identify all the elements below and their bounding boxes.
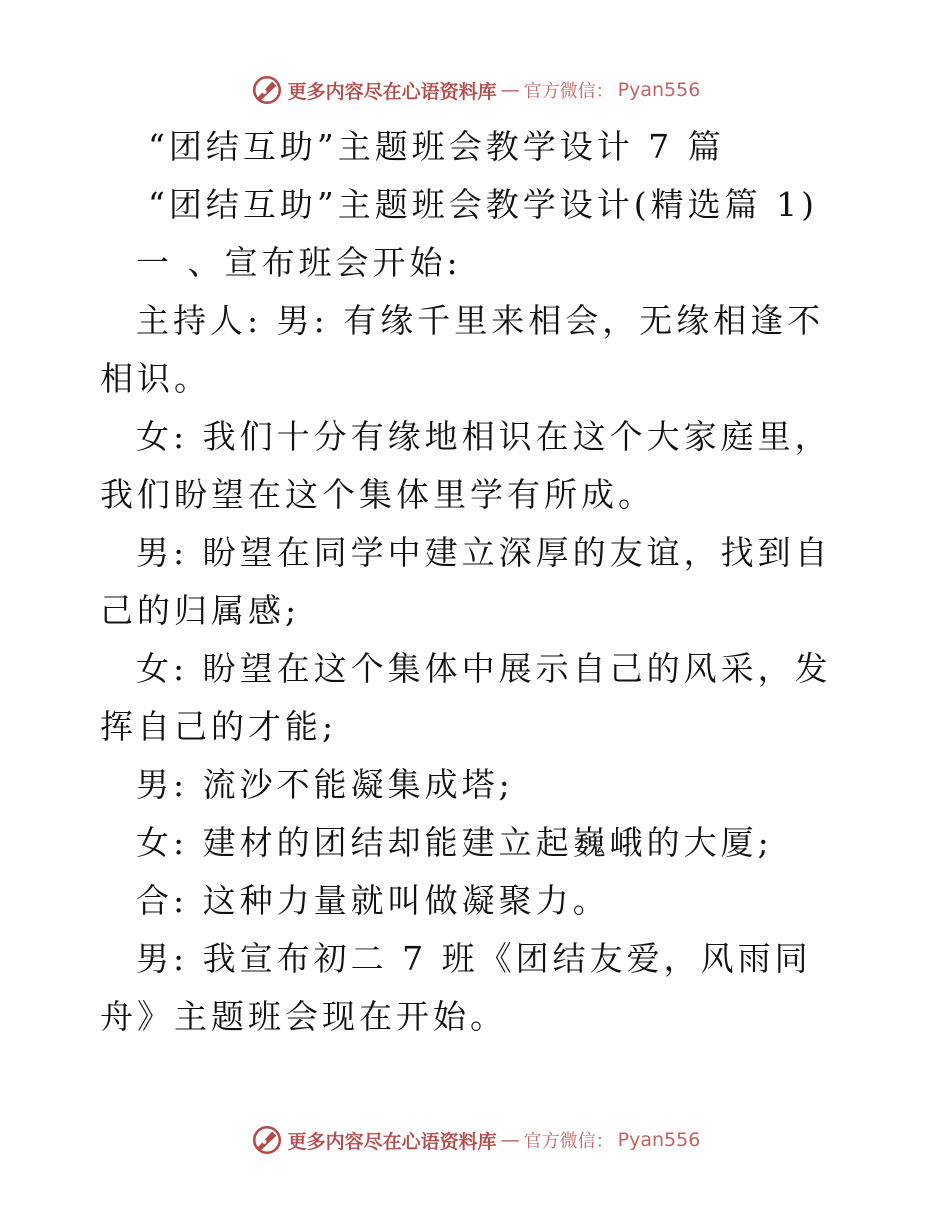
watermark-separator: — [500,79,520,101]
watermark-wechat-label: 官方微信： [523,1131,614,1152]
paragraph-3: 女: 我们十分有缘地相识在这个大家庭里，我们盼望在这个集体里学有所成。 [100,417,832,514]
watermark-banner-bottom [0,1118,950,1162]
document-body [100,118,860,1046]
pen-nib-logo-icon [250,73,284,107]
paragraph-2: 主持人: 男: 有缘千里来相会，无缘相逢不相识。 [100,301,825,398]
watermark-text: 更多内容尽在心语资料库 [287,1130,497,1153]
paragraph-8: 合: 这种力量就叫做凝聚力。 [136,881,610,920]
watermark-banner-top [0,68,950,112]
paragraph-6: 男: 流沙不能凝集成塔; [136,765,514,804]
watermark-wechat-id: Pyan556 [617,79,701,101]
pen-nib-logo-icon [250,1123,284,1157]
paragraph-7: 女: 建材的团结却能建立起巍峨的大厦; [136,823,773,862]
paragraph-4: 男: 盼望在同学中建立深厚的友谊，找到自己的归属感; [100,533,832,630]
watermark-wechat-label: 官方微信： [523,81,614,102]
paragraph-5: 女: 盼望在这个集体中展示自己的风采，发挥自己的才能; [100,649,832,746]
document-title: “团结互助”主题班会教学设计 7 篇 [148,127,725,166]
watermark-text: 更多内容尽在心语资料库 [287,80,497,103]
paragraph-1: 一 、宣布班会开始: [136,243,462,282]
watermark-wechat-id: Pyan556 [617,1129,701,1151]
paragraph-9: 男: 我宣布初二 7 班《团结友爱，风雨同舟》主题班会现在开始。 [100,939,812,1036]
document-subtitle: “团结互助”主题班会教学设计(精选篇 1) [148,185,818,224]
watermark-separator: — [500,1129,520,1151]
